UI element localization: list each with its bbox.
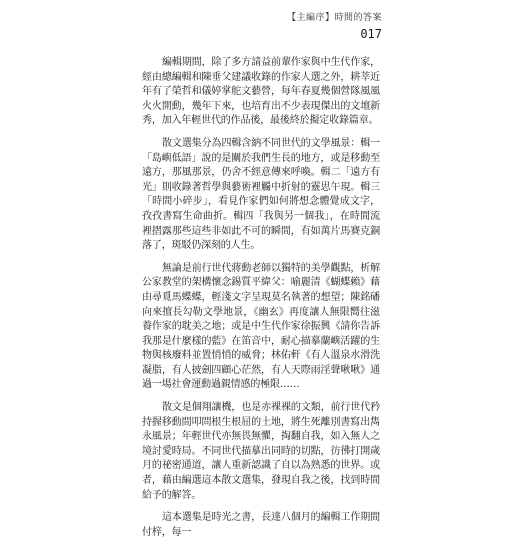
- paragraph: 散文是個翔讓機，也是赤裸裸的文類，前行世代矜持握移動間叩問根生根屈的土地，將生死離別書寫出雋永風景；年輕世代亦無畏無懼，掏翻自我，如入無人之境討愛時局。不同世代描摹出同時的切點，彷彿打開歲月的祕密通道，讓人重新認識了自以為熟悉的世界。或者，藉由編選這本散文選集，發現自我之後，找到時間給予的解答。: [142, 402, 380, 501]
- paragraph: 編輯期間，除了多方請益前輩作家與中生代作家，經由總編輯和陳垂父建議收錄的作家人選之外，耕莘近年有了榮哲和儀婷掌舵文藝營，每年春夏幾個營隊風風火火開動，幾年下來，也培育出不少表現傑出的文壇新秀，加入年輕世代的作品後，最後終於擬定收錄篇章。: [142, 57, 380, 127]
- paragraph: 這本選集是時光之書，長達八個月的編輯工作期間付梓，每一: [142, 512, 380, 538]
- paragraph: 無論是前行世代蔣動老師以獨特的美學觀點，析解公家教堂的架構懷念錫質平緯父：喻麗清《蝴蝶賴》藉由尋覓馬蝶蝶，輕淺文字呈現莫名執著的想望；陳銘磻向來擅長勾勒文學地景，《幽玄》再度讓人無限嚮往滋養作家的耽美之地；或是中生代作家徐振興《請你告訴我那是什麼樣的藍》在笛音中，耐心描摹蘭嶼活躍的生物與核廢料並置悄悄的威脅；林佑軒《有人溫泉水滑洗凝脂，有人披劍四顧心茫然，有人天際雨淫聲啾啾》通過一場社會運動過親情感的極限……: [142, 262, 380, 391]
- page-number: 017: [360, 27, 382, 41]
- running-header: [287, 10, 382, 41]
- paragraph: 散文選集分為四輯含納不同世代的文學風景：輯一「島嶼低語」說的是關於我們生長的地方，或是移動至遠方，那風那景，仍舍不經意傳來呼喚。輯二「遠方有光」則收錄著哲學與藝術裡觸中折射的靈思午現。輯三「時間小碎步」，看見作家們如何將想念體覺成文字，孜孜書寫生命曲折。輯四「我與另一個我」，在時間流裡摺露那些這些非如此不可的瞬間，有如萬片馬賽克銅落了，斑駁仍深刻的人生。: [142, 137, 380, 252]
- body-text: [142, 56, 380, 548]
- chapter-header-label: 【主編序】時間的答案: [286, 13, 382, 23]
